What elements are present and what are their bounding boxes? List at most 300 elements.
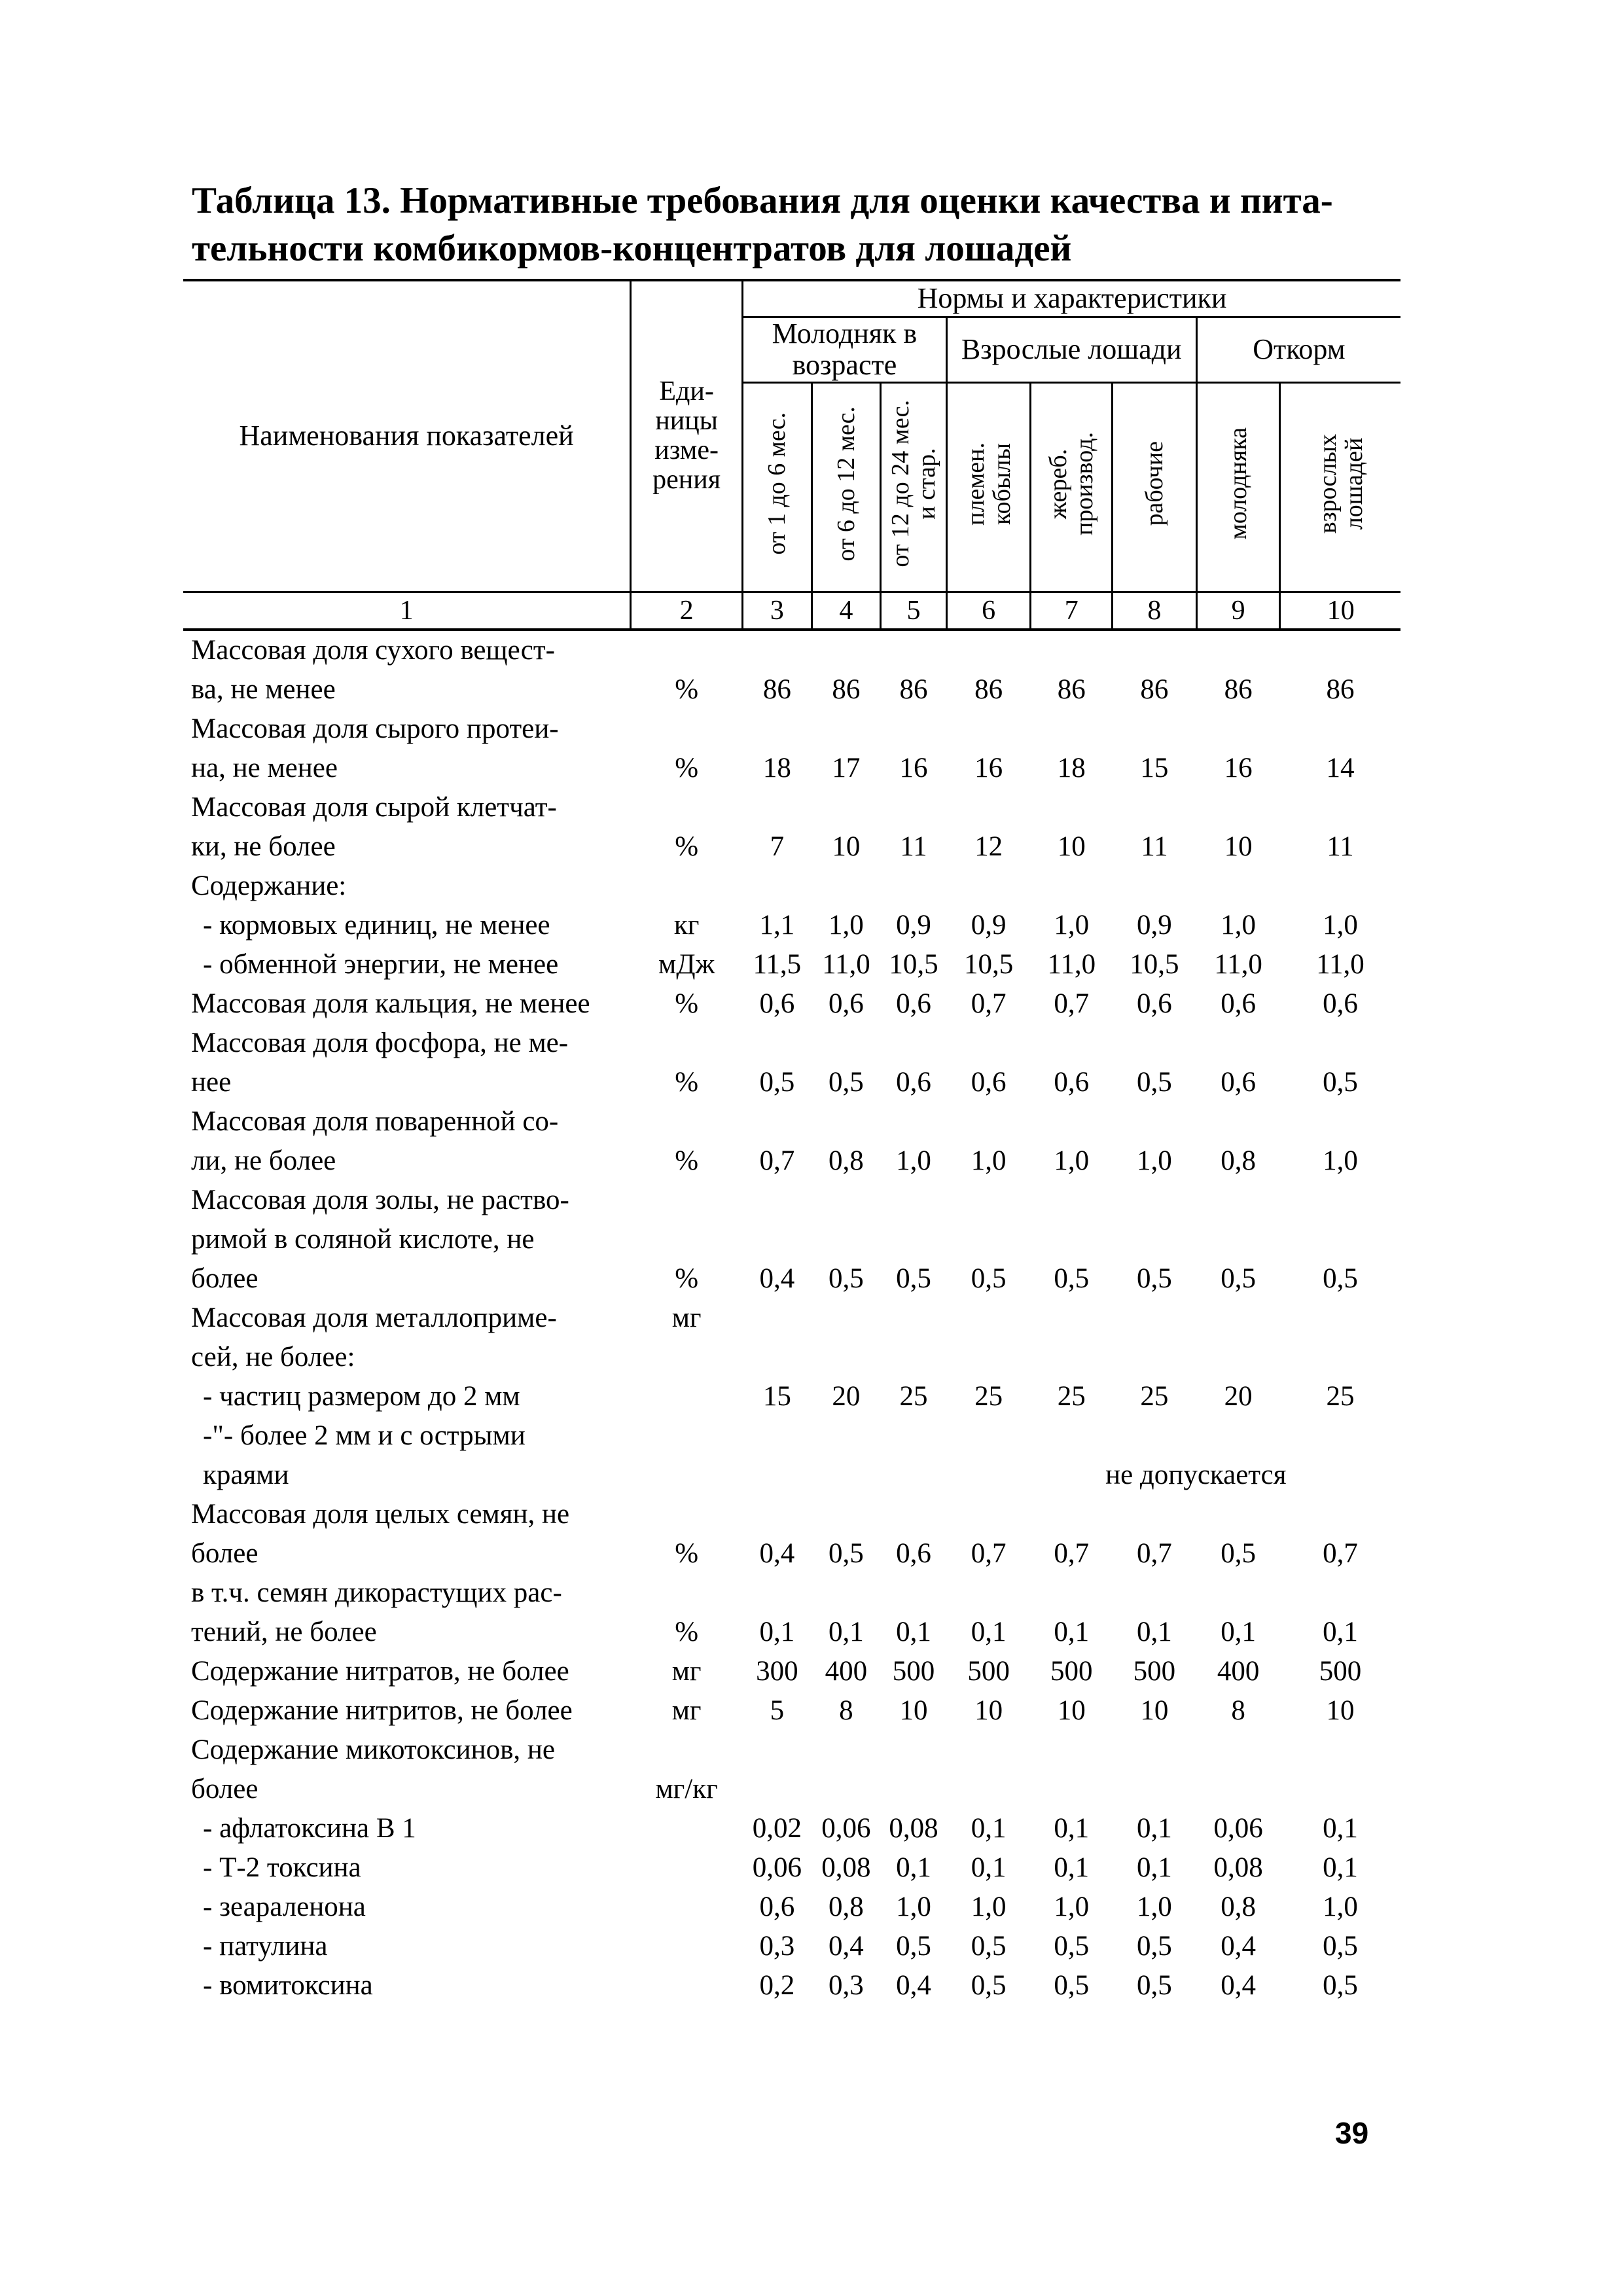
row-name-line: более (191, 1773, 259, 1804)
row-value: 86 (899, 673, 928, 705)
row-value: 0,8 (1221, 1145, 1256, 1176)
row-value: 0,1 (1137, 1616, 1172, 1647)
row-value: 0,1 (759, 1616, 795, 1647)
header-col-5-text: от 12 до 24 мес. и стар. (886, 400, 940, 567)
row-value: 0,1 (971, 1852, 1007, 1883)
table-row (183, 1573, 1400, 1652)
row-value: 12 (974, 831, 1003, 862)
row-name-line: краями (203, 1459, 289, 1490)
row-value: 1,0 (1323, 1891, 1358, 1922)
row-name-line: Содержание: (191, 870, 347, 901)
row-name (183, 1495, 631, 1573)
row-name (183, 1888, 631, 1927)
row-value: 0,5 (1323, 1066, 1358, 1098)
row-value (1196, 867, 1280, 906)
row-value: 8 (1231, 1695, 1245, 1726)
row-value: 10,5 (963, 948, 1014, 980)
table-row (183, 945, 1400, 984)
row-value: 11 (1141, 831, 1168, 862)
row-value (881, 1731, 947, 1809)
row-name (183, 1848, 631, 1888)
table-row (183, 788, 1400, 867)
row-unit: % (675, 831, 699, 862)
row-value (743, 867, 812, 906)
row-value: 0,02 (752, 1812, 802, 1844)
row-value: 10,5 (1130, 948, 1179, 980)
row-value: 0,4 (1221, 1969, 1256, 2001)
row-value (743, 1299, 812, 1377)
row-name-line: ки, не более (191, 831, 336, 862)
row-value: 0,5 (1221, 1537, 1256, 1569)
row-value: 1,0 (896, 1145, 931, 1176)
header-name: Наименования показателей (183, 280, 631, 592)
row-value: 0,5 (1054, 1969, 1090, 2001)
row-value: 0,5 (896, 1930, 931, 1962)
row-value: 86 (832, 673, 861, 705)
row-value: 0,3 (759, 1930, 795, 1962)
row-value: 86 (974, 673, 1003, 705)
row-value: 0,1 (1054, 1812, 1090, 1844)
row-value: 0,4 (896, 1969, 931, 2001)
row-name-line: в т.ч. семян дикорастущих рас- (191, 1577, 562, 1608)
row-value: 0,5 (971, 1930, 1007, 1962)
header-unit-text: Еди- ницы изме- рения (652, 376, 721, 495)
row-unit: % (675, 1066, 699, 1098)
row-value: 11 (900, 831, 927, 862)
row-value: 500 (967, 1655, 1010, 1687)
header-col-10 (1280, 382, 1400, 592)
row-value (1280, 1731, 1400, 1809)
row-name-line: Массовая доля сырой клетчат- (191, 791, 557, 823)
column-number: 5 (881, 592, 947, 630)
header-col-3 (743, 382, 812, 592)
row-value: 11,0 (1214, 948, 1262, 980)
table-row (183, 709, 1400, 788)
row-value: 0,7 (971, 988, 1007, 1019)
row-unit (631, 1966, 743, 2005)
row-value: 1,0 (896, 1891, 931, 1922)
table-row (183, 1927, 1400, 1966)
table-row (183, 1181, 1400, 1299)
row-value: 0,8 (829, 1891, 864, 1922)
row-unit: % (675, 1263, 699, 1294)
row-value: 0,5 (829, 1263, 864, 1294)
row-value: 1,0 (1137, 1891, 1172, 1922)
row-value: 0,5 (1137, 1066, 1172, 1098)
row-value: 0,1 (971, 1616, 1007, 1647)
header-col-9 (1196, 382, 1280, 592)
row-value (1113, 1731, 1197, 1809)
row-name (183, 906, 631, 945)
row-value: 16 (899, 752, 928, 783)
row-unit: мг/кг (655, 1773, 718, 1804)
row-name-line: более (191, 1537, 259, 1569)
column-number: 7 (1031, 592, 1113, 630)
row-value: 0,4 (759, 1263, 795, 1294)
row-name-line: римой в соляной кислоте, не (191, 1223, 535, 1255)
header-unit (631, 280, 743, 592)
table-row (183, 867, 1400, 906)
row-name-line: - частиц размером до 2 мм (203, 1380, 520, 1412)
row-value (1196, 1299, 1280, 1377)
row-name-line: - патулина (203, 1930, 328, 1962)
row-value: 11,0 (1047, 948, 1096, 980)
row-value: 0,6 (896, 988, 931, 1019)
row-value: 0,1 (1054, 1852, 1090, 1883)
row-value: 86 (1326, 673, 1355, 705)
row-value: 400 (1217, 1655, 1260, 1687)
table-row (183, 1299, 1400, 1377)
row-value (946, 1731, 1031, 1809)
table-row (183, 1495, 1400, 1573)
row-unit: % (675, 752, 699, 783)
row-unit (631, 1927, 743, 1966)
table-title (192, 177, 1409, 272)
header-group-adult: Взрослые лошади (946, 317, 1196, 382)
row-value: 1,1 (759, 909, 795, 941)
row-value: 0,08 (1213, 1852, 1263, 1883)
row-name-line: Массовая доля золы, не раство- (191, 1184, 569, 1215)
row-value: 20 (1224, 1380, 1253, 1412)
row-name (183, 1691, 631, 1731)
row-value: 0,5 (971, 1263, 1007, 1294)
row-value: 0,1 (1137, 1852, 1172, 1883)
row-name-line: Содержание нитритов, не более (191, 1695, 573, 1726)
row-name (183, 1024, 631, 1102)
row-value: 0,1 (1323, 1812, 1358, 1844)
row-name-line: более (191, 1263, 259, 1294)
header-col-7-text: жереб. производ. (1044, 431, 1099, 536)
row-value: 0,5 (1137, 1930, 1172, 1962)
row-name-line: - кормовых единиц, не менее (203, 909, 550, 941)
row-name (183, 1652, 631, 1691)
row-value: 0,1 (896, 1852, 931, 1883)
row-value: 0,5 (1323, 1930, 1358, 1962)
row-value: 0,5 (1054, 1930, 1090, 1962)
column-number: 10 (1280, 592, 1400, 630)
row-name-line: сей, не более: (191, 1341, 355, 1372)
row-value: 11,0 (1316, 948, 1364, 980)
row-value: 300 (756, 1655, 798, 1687)
row-name-line: Массовая доля кальция, не менее (191, 988, 590, 1019)
column-number: 8 (1113, 592, 1197, 630)
row-name-line: нее (191, 1066, 232, 1098)
row-value: 0,7 (1323, 1537, 1358, 1569)
row-value: 0,1 (1054, 1616, 1090, 1647)
row-value: 0,7 (1137, 1537, 1172, 1569)
row-value: 16 (974, 752, 1003, 783)
row-value: 10 (1057, 831, 1086, 862)
row-unit: мДж (658, 948, 715, 980)
row-value: 0,3 (829, 1969, 864, 2001)
row-name-line: -"- более 2 мм и с острыми (203, 1420, 526, 1451)
row-value: 0,7 (971, 1537, 1007, 1569)
row-value: 0,5 (1137, 1969, 1172, 2001)
row-value: 0,5 (1323, 1263, 1358, 1294)
row-value: 0,1 (829, 1616, 864, 1647)
row-value: 0,6 (759, 988, 795, 1019)
row-unit: мг (671, 1302, 702, 1333)
table-row (183, 1024, 1400, 1102)
row-unit: % (675, 673, 699, 705)
row-value: 25 (1140, 1380, 1169, 1412)
row-name-line: - афлатоксина В 1 (203, 1812, 416, 1844)
row-name (183, 984, 631, 1024)
row-value: 0,6 (971, 1066, 1007, 1098)
row-value: 0,5 (971, 1969, 1007, 2001)
table-row (183, 1966, 1400, 2005)
row-value: 10 (899, 1695, 928, 1726)
row-name (183, 867, 631, 906)
row-value: 16 (1224, 752, 1253, 783)
table-row (183, 1416, 1400, 1495)
column-number: 3 (743, 592, 812, 630)
row-value: 11,5 (753, 948, 802, 980)
row-name (183, 1927, 631, 1966)
row-name-line: тений, не более (191, 1616, 377, 1647)
row-unit (631, 1416, 743, 1495)
row-unit (631, 1848, 743, 1888)
column-number: 6 (946, 592, 1031, 630)
row-value (1113, 1299, 1197, 1377)
row-value: 500 (1133, 1655, 1176, 1687)
row-value: 1,0 (1054, 909, 1090, 941)
row-name-line: Содержание микотоксинов, не (191, 1734, 555, 1765)
row-value: 0,6 (896, 1537, 931, 1569)
row-value (812, 1299, 881, 1377)
row-value: 0,08 (889, 1812, 938, 1844)
row-value (1031, 867, 1113, 906)
row-name (183, 1181, 631, 1299)
row-unit: мг (671, 1695, 702, 1726)
row-name (183, 630, 631, 709)
row-value: 17 (832, 752, 861, 783)
row-value (946, 1299, 1031, 1377)
table-row (183, 906, 1400, 945)
row-value: 0,9 (971, 909, 1007, 941)
row-value: 10 (974, 1695, 1003, 1726)
table-row (183, 1652, 1400, 1691)
table-row (183, 630, 1400, 709)
row-name-line: ва, не менее (191, 673, 336, 705)
row-value: 86 (762, 673, 791, 705)
row-value: 7 (770, 831, 785, 862)
row-value: 0,1 (896, 1616, 931, 1647)
row-value: 0,5 (896, 1263, 931, 1294)
row-name (183, 945, 631, 984)
row-name-line: - вомитоксина (203, 1969, 373, 2001)
row-value (881, 1299, 947, 1377)
row-value: 25 (1057, 1380, 1086, 1412)
row-value: 0,4 (829, 1930, 864, 1962)
row-value: 0,5 (1221, 1263, 1256, 1294)
row-unit: % (675, 1145, 699, 1176)
row-unit: % (675, 1616, 699, 1647)
row-value (1280, 1299, 1400, 1377)
row-unit: мг (671, 1655, 702, 1687)
row-value: 1,0 (1323, 1145, 1358, 1176)
header-col-8 (1113, 382, 1197, 592)
row-name-line: Массовая доля поваренной со- (191, 1105, 559, 1137)
header-col-6-text: племен. кобылы (961, 442, 1016, 526)
header-group-young: Молодняк в возрасте (743, 317, 947, 382)
row-value: 0,7 (1054, 1537, 1090, 1569)
title-line-1: Таблица 13. Нормативные требования для оценки качества и пита- (192, 180, 1333, 221)
row-value: 0,08 (821, 1852, 871, 1883)
column-number: 4 (812, 592, 881, 630)
row-value: 15 (762, 1380, 791, 1412)
row-value: 0,7 (759, 1145, 795, 1176)
row-name (183, 1809, 631, 1848)
row-value: 0,5 (1137, 1263, 1172, 1294)
norms-table (183, 279, 1400, 2005)
row-value: 14 (1326, 752, 1355, 783)
row-value: 10 (1224, 831, 1253, 862)
row-value: 0,8 (1221, 1891, 1256, 1922)
row-name (183, 1299, 631, 1377)
row-value: 0,1 (1323, 1616, 1358, 1647)
row-value: 0,06 (821, 1812, 871, 1844)
row-unit: кг (673, 909, 700, 941)
row-value: 0,8 (829, 1145, 864, 1176)
header-col-5 (881, 382, 947, 592)
row-value: 11 (1327, 831, 1354, 862)
row-value: 0,9 (896, 909, 931, 941)
row-value: 8 (839, 1695, 853, 1726)
table-row (183, 1102, 1400, 1181)
row-value: 10 (1140, 1695, 1169, 1726)
row-value: 0,6 (829, 988, 864, 1019)
row-name (183, 709, 631, 788)
row-value: 25 (1326, 1380, 1355, 1412)
row-value: 0,5 (759, 1066, 795, 1098)
row-value: 0,4 (759, 1537, 795, 1569)
header-col-10-text: взрослых лошадей (1313, 433, 1368, 534)
row-value: 0,5 (1323, 1969, 1358, 2001)
row-value (812, 867, 881, 906)
row-value: 0,6 (1221, 988, 1256, 1019)
column-number: 1 (183, 592, 631, 630)
row-name-line: - зеараленона (203, 1891, 366, 1922)
row-name-line: ли, не более (191, 1145, 336, 1176)
row-value: 0,4 (1221, 1930, 1256, 1962)
row-value: 1,0 (1221, 909, 1256, 941)
row-name-line: Массовая доля целых семян, не (191, 1498, 570, 1530)
table-row (183, 1809, 1400, 1848)
header-col-9-text: молодняка (1224, 427, 1253, 540)
row-value: 0,6 (759, 1891, 795, 1922)
row-name-line: Массовая доля сухого вещест- (191, 634, 555, 666)
row-value: 0,1 (1221, 1616, 1256, 1647)
page-number: 39 (1335, 2116, 1369, 2150)
row-value: 0,5 (829, 1066, 864, 1098)
row-value (743, 1731, 812, 1809)
row-unit (631, 1377, 743, 1416)
row-value: 18 (762, 752, 791, 783)
row-name (183, 788, 631, 867)
row-value (1280, 867, 1400, 906)
row-value (946, 867, 1031, 906)
row-value (1113, 867, 1197, 906)
row-value: 0,6 (896, 1066, 931, 1098)
row-value: 0,06 (752, 1852, 802, 1883)
row-value: 400 (825, 1655, 868, 1687)
row-value: 0,6 (1054, 1066, 1090, 1098)
row-span-value: не допускается (1105, 1459, 1287, 1490)
row-value: 25 (974, 1380, 1003, 1412)
row-value: 1,0 (1054, 1145, 1090, 1176)
header-col-3-text: от 1 до 6 мес. (763, 412, 791, 555)
row-name-line: - обменной энергии, не менее (203, 948, 559, 980)
row-value: 25 (899, 1380, 928, 1412)
row-value: 1,0 (971, 1891, 1007, 1922)
row-name (183, 1966, 631, 2005)
row-value: 500 (892, 1655, 935, 1687)
row-value: 0,9 (1137, 909, 1172, 941)
row-unit (631, 1809, 743, 1848)
row-value (812, 1731, 881, 1809)
row-unit: % (675, 988, 699, 1019)
row-value: 0,7 (1054, 988, 1090, 1019)
row-value: 500 (1319, 1655, 1362, 1687)
row-value: 1,0 (971, 1145, 1007, 1176)
row-value: 86 (1057, 673, 1086, 705)
row-value (1196, 1731, 1280, 1809)
column-number: 9 (1196, 592, 1280, 630)
header-col-6 (946, 382, 1031, 592)
row-unit: % (675, 1537, 699, 1569)
row-value: 11,0 (822, 948, 870, 980)
row-name (183, 1102, 631, 1181)
row-value (1031, 1299, 1113, 1377)
row-value: 5 (770, 1695, 785, 1726)
row-value: 1,0 (829, 909, 864, 941)
row-value: 0,6 (1137, 988, 1172, 1019)
row-value: 1,0 (1137, 1145, 1172, 1176)
row-value: 0,6 (1221, 1066, 1256, 1098)
row-value: 10 (1326, 1695, 1355, 1726)
row-value: 1,0 (1323, 909, 1358, 941)
row-name-line: Массовая доля фосфора, не ме- (191, 1027, 569, 1058)
row-value: 0,1 (1323, 1852, 1358, 1883)
row-value: 0,5 (1054, 1263, 1090, 1294)
table-body (183, 630, 1400, 2005)
table-row (183, 1691, 1400, 1731)
row-value: 0,6 (1323, 988, 1358, 1019)
header-col-4-text: от 6 до 12 мес. (832, 406, 860, 562)
row-name-line: на, не менее (191, 752, 338, 783)
header-col-4 (812, 382, 881, 592)
row-value: 0,1 (1137, 1812, 1172, 1844)
table-row (183, 1731, 1400, 1809)
row-value: 0,1 (971, 1812, 1007, 1844)
table-row (183, 984, 1400, 1024)
row-name (183, 1731, 631, 1809)
row-value: 86 (1140, 673, 1169, 705)
header-col-8-text: рабочие (1140, 441, 1168, 526)
row-name-line: - Т-2 токсина (203, 1852, 361, 1883)
table-row (183, 1377, 1400, 1416)
row-name (183, 1416, 631, 1495)
row-name (183, 1573, 631, 1652)
header-norms: Нормы и характеристики (743, 280, 1400, 317)
row-unit (631, 867, 743, 906)
row-value: 500 (1050, 1655, 1093, 1687)
row-unit (631, 1888, 743, 1927)
table-row (183, 1888, 1400, 1927)
row-value: 1,0 (1054, 1891, 1090, 1922)
header-group-fattening: Откорм (1196, 317, 1400, 382)
